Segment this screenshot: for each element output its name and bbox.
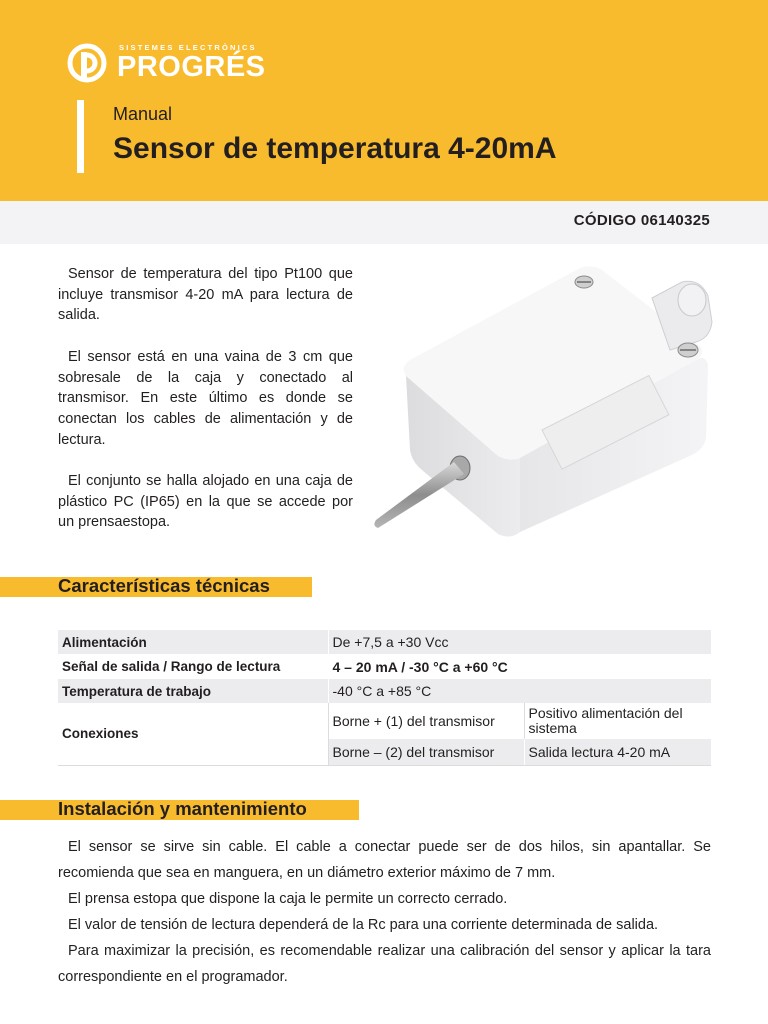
brand-logo [66, 40, 286, 84]
spec-value: 4 – 20 mA / -30 °C a +60 °C [328, 654, 711, 679]
specs-table [58, 630, 711, 766]
intro-text [58, 264, 353, 554]
installation-text [58, 834, 711, 990]
page-title: Sensor de temperatura 4-20mA [113, 132, 557, 165]
title-accent-bar [77, 100, 84, 173]
progres-logo-icon [66, 42, 108, 84]
table-row [58, 703, 711, 739]
header-band [0, 0, 768, 201]
spec-value: -40 °C a +85 °C [328, 679, 711, 703]
intro-paragraph: El conjunto se halla alojado en una caja de plástico PC (IP65) en la que se accede por un prensaestopa. [58, 473, 353, 531]
brand-name: PROGRÉS [117, 51, 266, 83]
doc-type-label: Manual [113, 104, 173, 124]
product-code: CÓDIGO 06140325 [573, 212, 710, 229]
spec-value: De +7,5 a +30 Vcc [328, 630, 711, 654]
section-title: Instalación y mantenimiento [58, 798, 307, 819]
connection-function: Salida lectura 4-20 mA [524, 739, 711, 765]
spec-label: Temperatura de trabajo [58, 679, 328, 703]
installation-paragraph: El valor de tensión de lectura dependerá de la Rc para una corriente determinada de salida. [68, 917, 659, 933]
spec-label: Conexiones [58, 703, 328, 765]
intro-paragraph: Sensor de temperatura del tipo Pt100 que incluye transmisor 4-20 mA para lectura de salida. [58, 266, 353, 324]
intro-paragraph: El sensor está en una vaina de 3 cm que sobresale de la caja y conectado al transmisor. En este último es donde se conectan los cables de alimentación y de lectura. [58, 348, 353, 448]
installation-paragraph: El sensor se sirve sin cable. El cable a conectar puede ser de dos hilos, sin apantallar. Se recomienda que sea en manguera, en un diámetro exterior máximo de 7 mm. [58, 839, 711, 881]
connection-terminal: Borne – (2) del transmisor [328, 739, 524, 765]
table-row [58, 654, 711, 679]
spec-label: Alimentación [58, 630, 328, 654]
installation-paragraph: El prensa estopa que dispone la caja le permite un correcto cerrado. [68, 891, 508, 907]
brand-tagline: SISTEMES ELECTRÒNICS [119, 43, 257, 52]
connection-function: Positivo alimentación del sistema [524, 703, 711, 739]
installation-paragraph: Para maximizar la precisión, es recomendable realizar una calibración del sensor y aplicar la tara correspondiente en el programador. [58, 943, 711, 985]
spec-label: Señal de salida / Rango de lectura [58, 654, 328, 679]
product-photo [370, 262, 720, 542]
connection-terminal: Borne + (1) del transmisor [328, 703, 524, 739]
table-row [58, 630, 711, 654]
section-title: Características técnicas [58, 575, 270, 596]
table-row [58, 679, 711, 703]
